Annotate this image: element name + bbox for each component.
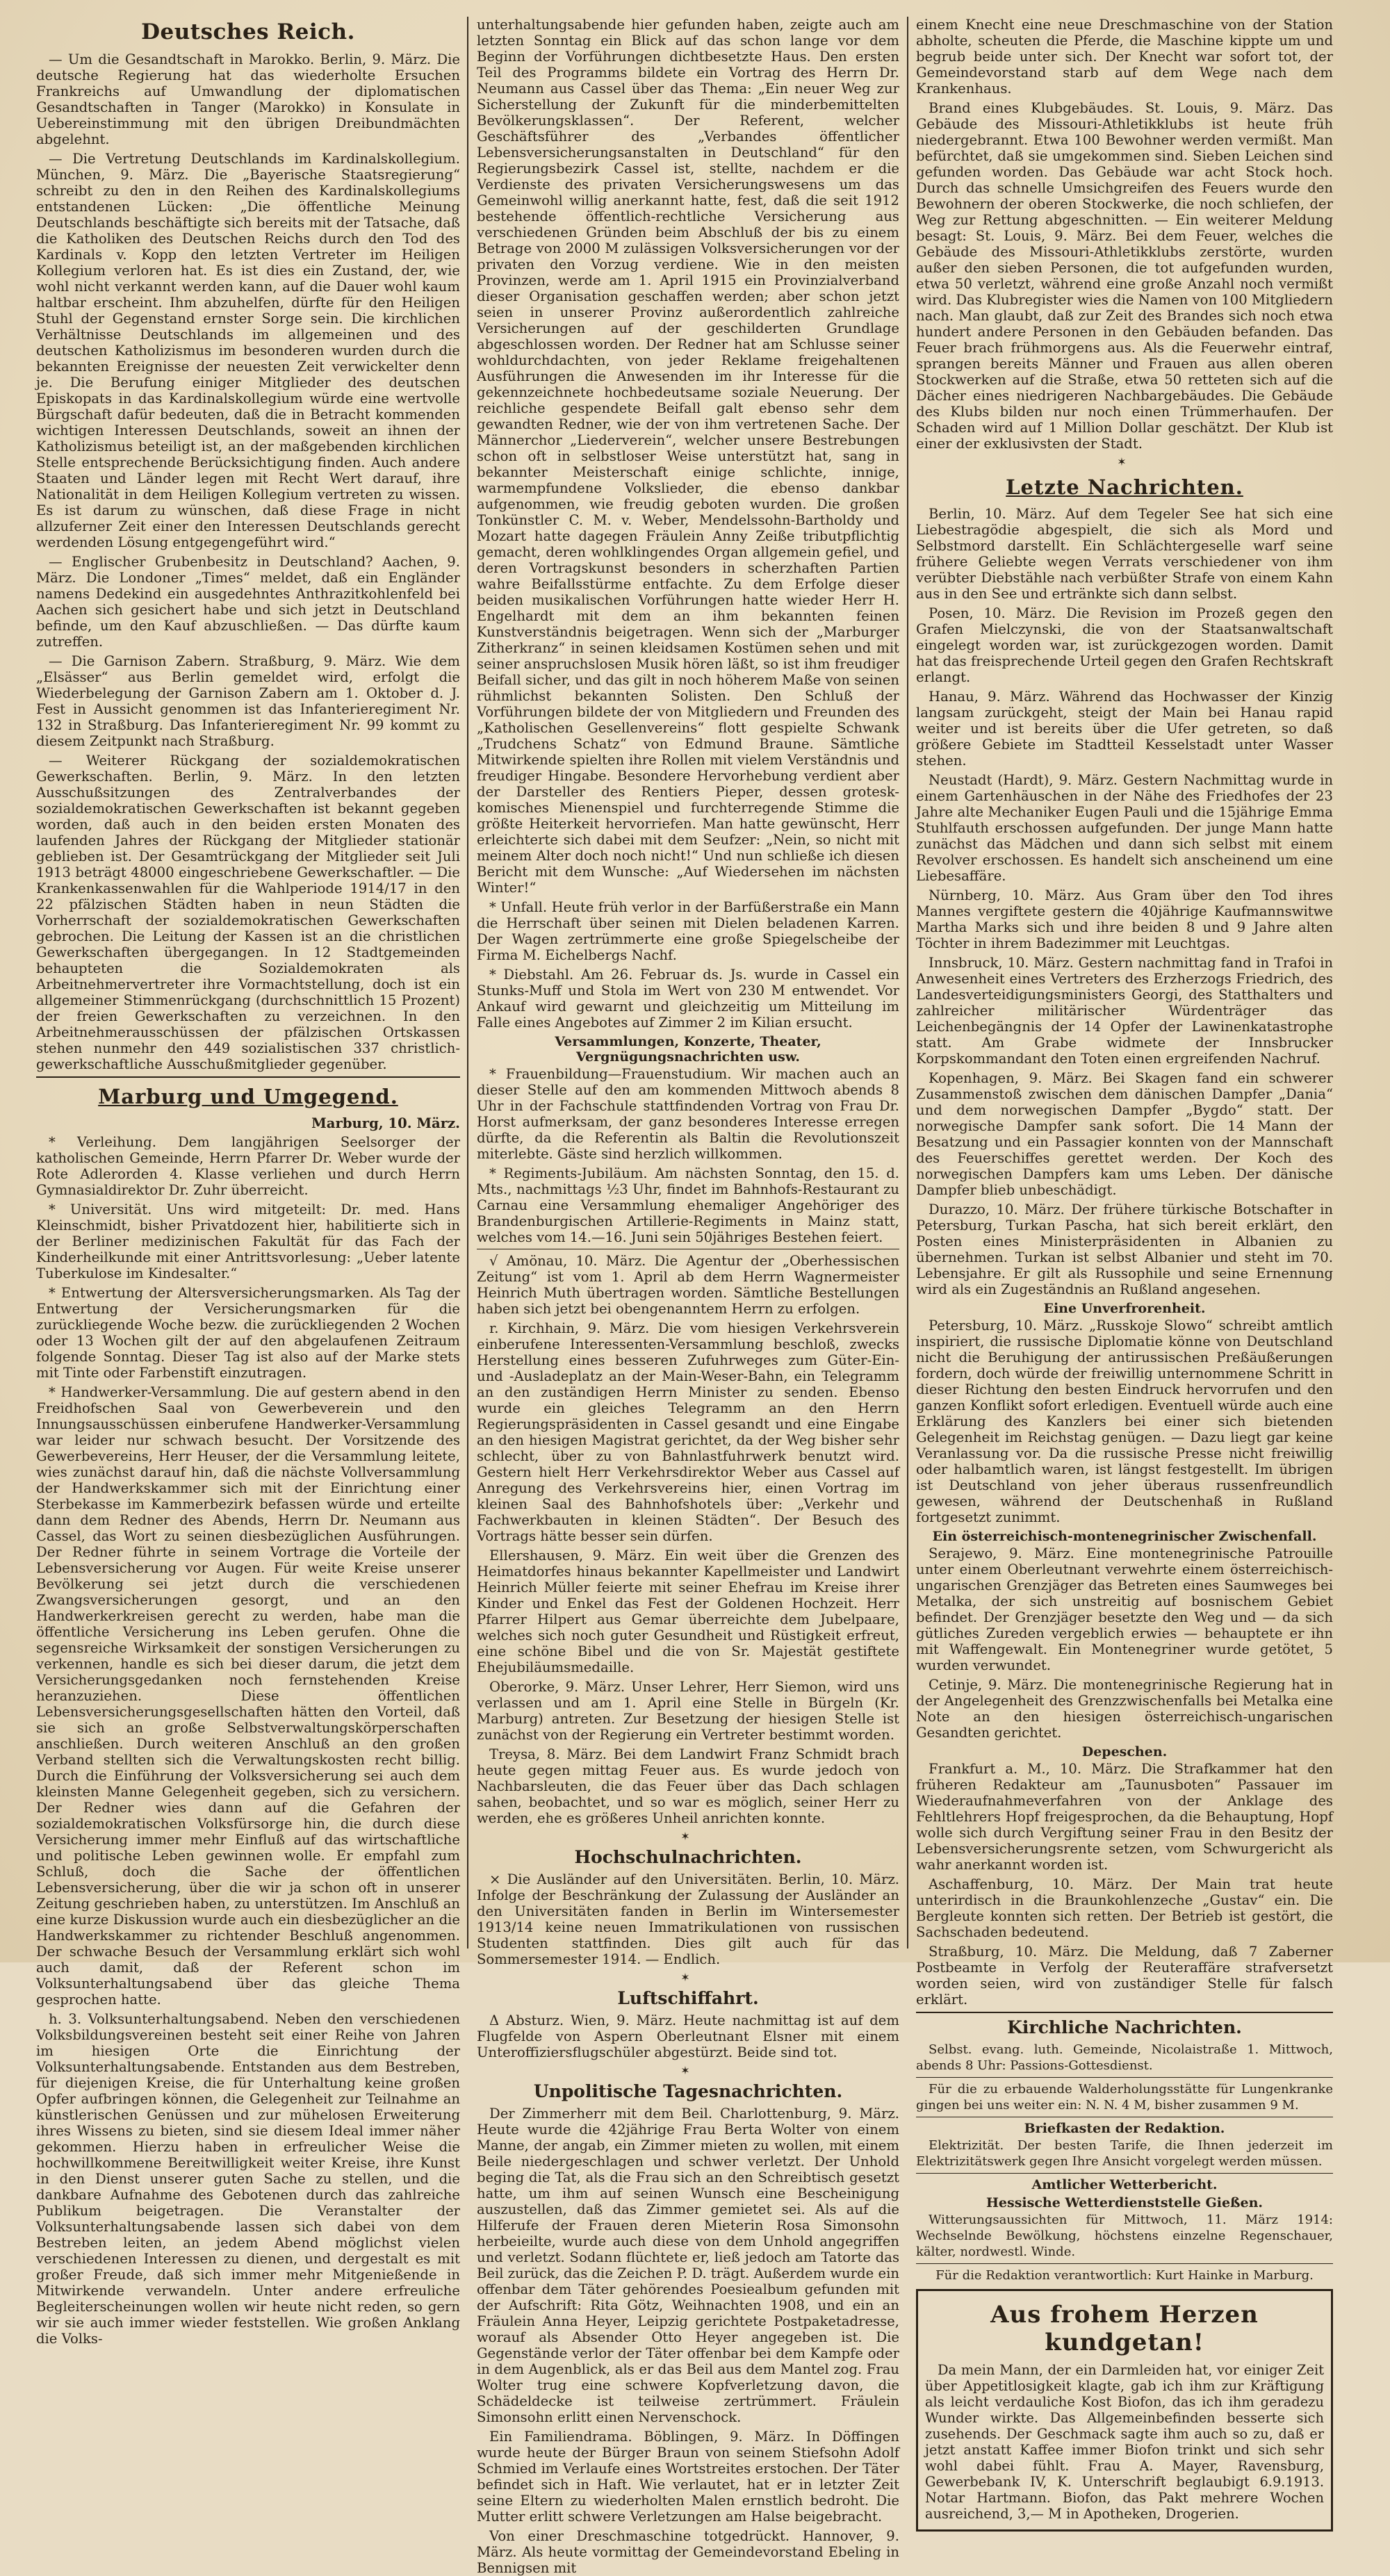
column-rule xyxy=(907,17,908,1949)
article-grubenbesitz: — Englischer Grubenbesitz in Deutschland? Aachen, 9. März. Die Londoner „Times“ meldet, daß ein Engländer namens Dedekind ein ausgedehntes Anthrazitkohlenfeld bei Aachen sich gesichert habe und sich jetzt in Deutschland befinde, um den Kauf abzuschließen. — Das dürfte kaum zutreffen. xyxy=(36,554,460,650)
subsection-title-briefkasten: Briefkasten der Redaktion. xyxy=(1024,2121,1225,2136)
notice-wetter: Witterungsaussichten für Mittwoch, 11. März 1914: Wechselnde Bewölkung, höchstens einzelne Regenschauer, kälter, nordwestl. Winde. xyxy=(916,2213,1333,2259)
article-continuation: unterhaltungsabende hier gefunden haben, zeigte auch am letzten Sonntag ein Blick auf das schon lange vor dem Beginn der Vorführungen dichtbesetzte Haus. Den ersten Teil des Programms bildete ein Vortrag des Herrn Dr. Neumann aus Cassel über das Thema: „Ein neuer Weg zur Sicherstellung der Zukunft für die minderbemittelten Bevölkerungsklassen“. Der Referent, welcher Geschäftsführer des „Verbandes öffentlicher Lebensversicherungsanstalten in Deutschland“ für den Regierungsbezirk Cassel ist, stellte, nachdem er die Verdienste des privaten Versicherungswesens um das Gemeinwohl willig anerkannt hatte, fest, daß die seit 1912 bestehende öffentlich-rechtliche Versicherung aus verschiedenen Gründen beim Abschluß der bis zu einem Betrage von 2000 M zulässigen Volksversicherungen vor der privaten den Vorzug verdiene. Wie in den meisten Provinzen, werde am 1. April 1915 ein Provinzialverband dieser Organisation geschaffen werden; aber schon jetzt seien in unserer Provinz außerordentlich zahlreiche Versicherungen auf der geschilderten Grundlage abgeschlossen worden. Der Redner hat am Schlusse seiner wohldurchdachten, von jeder Reklame freigehaltenen Ausführungen die Anwesenden im ihr Interesse für die gekennzeichnete hochbedeutsame soziale Neuerung. Der reichliche gespendete Beifall galt ebenso sehr dem gewandten Redner, wie der von ihm vertretenen Sache. Der Männerchor „Liederverein“, welcher unsere Bestrebungen schon oft in selbstloser Weise unterstützt hat, sang in bekannter Meisterschaft einige schlichte, innige, warmempfundene Volkslieder, die ebenso dankbar aufgenommen, wie freudig geboten wurden. Die großen Tonkünstler C. M. v. Weber, Mendelssohn-Bartholdy und Mozart hatte dagegen Fräulein Anny Zeiße tributpflichtig gemacht, deren wohlklingendes Organ allgemein gefiel, und deren Vortragskunst besonders in scherzhaften Partien wahre Beifallsstürme entfachte. Zu dem Erfolge dieser beiden musikalischen Vorführungen hatte wieder Herr H. Engelhardt mit dem an ihm bekannten feinen Kunstverständnis beigetragen. Wenn sich der „Marburger Zitherkranz“ in seinen kleidsamen Kostümen sehen und mit seiner anspruchslosen Musik hören läßt, so ist ihm freudiger Beifall sicher, und das gilt in noch höherem Maße von seinen rühmlichst bekannten Solisten. Den Schluß der Vorführungen bildete der von Mitgliedern und Freunden des „Katholischen Gesellenvereins“ flott gespielte Schwank „Trudchens Schatz“ von Edmund Braune. Sämtliche Mitwirkende spielten ihre Rollen mit vielem Verständnis und freudiger Hingabe. Besondere Hervorhebung verdient aber der Darsteller des Rentiers Pieper, dessen grotesk-komisches Mienenspiel und furchterregende Stimme die größte Heiterkeit hervorriefen. Man hatte gewünscht, Herr erleichterte sich dabei mit dem Seufzer: „Nein, so nicht mit meinem Alter doch noch nicht!“ Und nun schließe ich diesen Bericht mit dem Wunsche: „Auf Wiedersehen im nächsten Winter!“ xyxy=(477,17,899,896)
article-handwerker: * Handwerker-Versammlung. Die auf gestern abend in den Freidhofschen Saal von Gewerbeverein und den Innungsausschüssen einberufene Handwerker-Versammlung war leider nur schwach besucht. Der Vorsitzende des Gewerbevereins, Herr Heuser, der die Versammlung leitete, wies zunächst darauf hin, daß die nächste Vollversammlung der Handwerkskammer sich mit der Einrichtung einer Sterbekasse im Kammerbezirk befassen würde und erteilte dann dem Redner des Abends, Herrn Dr. Neumann aus Cassel, das Wort zu seinen diesbezüglichen Ausführungen. Der Redner führte in seinem Vortrage die Vorteile der Lebensversicherung vor Augen. Für weite Kreise unserer Bevölkerung sei jetzt durch die verschiedenen Zwangsversicherungen gesorgt, und an den Handwerkerkreisen gerecht zu werden, habe man die öffentliche Versicherung ins Leben gerufen. Ohne die segensreiche Wirksamkeit der sonstigen Versicherungen zu verkennen, handle es sich bei dieser darum, die jetzt dem Versicherungsgedanken noch fernstehenden Kreise heranzuziehen. Diese öffentlichen Lebensversicherungsgesellschaften hätten den Vorteil, daß sie sich an große Selbstverwaltungskörperschaften anschließen. Durch weiteren Anschluß an den großen Verband stellten sich die Verwaltungskosten recht billig. Durch die Einführung der Volksversicherung sei auch dem kleinsten Manne Gelegenheit gegeben, sich zu versichern. Der Redner wies dann auf die Gefahren der sozialdemokratischen Volksfürsorge hin, die durch diese Versicherung immer mehr Einfluß auf das wirtschaftliche und politische Leben gewinnen wolle. Er empfahl zum Schluß, doch die Sache der öffentlichen Lebensversicherung, über die wir ja schon oft in unserer Zeitung geschrieben haben, zu unterstützen. Im Anschluß an eine kurze Diskussion wurde auch ein diesbezüglicher an die Handwerkskammer zu richtender Beschluß angenommen. Der schwache Besuch der Versammlung erklärt sich wohl auch damit, daß der Referent schon im Volksunterhaltungsabend über das gleiche Thema gesprochen hatte. xyxy=(36,1384,460,2008)
article-unfall: * Unfall. Heute früh verlor in der Barfüßerstraße ein Mann die Herrschaft über seinen mit Dielen beladenen Karren. Der Wagen zertrümmerte eine große Spiegelscheibe der Firma M. Eichelbergs Nachf. xyxy=(477,899,899,963)
article-treysa: Treysa, 8. März. Bei dem Landwirt Franz Schmidt brach heute gegen mittag Feuer aus. Es wurde jedoch von Nachbarsleuten, die das Feuer über das Dach schlagen sahen, beobachtet, und so war es möglich, seiner Herr zu werden, ehe es größeres Unheil anrichten konnte. xyxy=(477,1746,899,1826)
subsection-title-depeschen: Depeschen. xyxy=(1081,1744,1168,1759)
section-title-marburg: Marburg und Umgegend. xyxy=(98,1085,398,1108)
article-zabern: — Die Garnison Zabern. Straßburg, 9. März. Wie dem „Elsässer“ aus Berlin gemeldet wird, erfolgt die Wiederbelegung der Garnison Zabern am 1. Oktober d. J. Fest in Aussicht genommen ist das Infanterieregiment Nr. 132 in Straßburg. Das Infanterieregiment Nr. 99 kommt zu diesem Zeitpunkt nach Straßburg. xyxy=(36,653,460,749)
notice-gemeinde: Selbst. evang. luth. Gemeinde, Nicolaistraße 1. Mittwoch, abends 8 Uhr: Passions-Gottesdienst. xyxy=(916,2042,1333,2073)
article-petersburg: Petersburg, 10. März. „Russkoje Slowo“ schreibt amtlich inspiriert, die russische Diplomatie könne von Deutschland nicht die Beruhigung der antirussischen Preßäußerungen fordern, doch würde der freiwillig unternommene Schritt in dieser Richtung den besten Eindruck hervorrufen und den ganzen Konflikt sofort erledigen. Eventuell würde auch eine Erklärung des Kanzlers bei einer sich bietenden Gelegenheit im Reichstag genügen. — Dazu liegt gar keine Veranlassung vor. Da die russische Presse nicht freiwillig oder halbamtlich waren, ist längst festgestellt. Im übrigen ist Deutschland von jeher überaus russenfreundlich gewesen, während der Deutschenhaß in Rußland fortgesetzt zunimmt. xyxy=(916,1318,1333,1525)
article-marokko: — Um die Gesandtschaft in Marokko. Berlin, 9. März. Die deutsche Regierung hat das wiederholte Ersuchen Frankreichs auf Umwandlung der diplomatischen Gesandtschaften in Tanger (Marokko) in Konsulate in Uebereinstimmung mit den übrigen Dreibundmächten abgelehnt. xyxy=(36,51,460,147)
article-frankfurt: Frankfurt a. M., 10. März. Die Strafkammer hat den früheren Redakteur am „Taunusboten“ Passauer im Wiederaufnahmeverfahren von der Anklage des Fehltlehrers Hopf freigesprochen, da die Behauptung, Hopf wolle sich durch Vergiftung seiner Frau in den Besitz der Lebensversicherungsrente setzen, vom Schwurgericht als wahr anerkannt worden ist. xyxy=(916,1761,1333,1873)
section-title-kirchliche: Kirchliche Nachrichten. xyxy=(1007,2017,1242,2037)
divider xyxy=(36,1076,460,1078)
article-gewerkschaften: — Weiterer Rückgang der sozialdemokratischen Gewerkschaften. Berlin, 9. März. In den letzten Ausschußsitzungen des Zentralverbandes der sozialdemokratischen Gewerkschaften ist bekannt gegeben worden, daß auch in den beiden ersten Monaten des laufenden Jahres der Rückgang der Mitglieder stationär geblieben ist. Der Gesamtrückgang der Mitglieder seit Juli 1913 beträgt 48000 eingeschriebene Gewerkschaftler. — Die Krankenkassenwahlen für die Wahlperiode 1914/17 in den 22 pfälzischen Städten haben in neun Städten die Vorherrschaft der sozialdemokratischen Gewerkschaften gebrochen. Die Leitung der Kassen ist an die christlichen Gewerkschaften übergegangen. In 12 Stadtgemeinden behaupteten die Sozialdemokraten als Arbeitnehmervertreter ihre Vormachtstellung, doch ist ein allgemeiner Stimmenrückgang (durchschnittlich 15 Prozent) der freien Gewerkschaften zu verzeichnen. In den Arbeitnehmerausschüssen der pfälzischen Ortskassen stehen nunmehr den 449 sozialistischen 337 christlich-gewerkschaftliche Ausschußmitglieder gegenüber. xyxy=(36,753,460,1072)
article-strassburg: Straßburg, 10. März. Die Meldung, daß 7 Zaberner Postbeamte in Verfolg der Reuteraffäre strafversetzt worden seien, wird von zuständiger Stelle für falsch erklärt. xyxy=(916,1944,1333,2008)
column-left xyxy=(36,17,460,2347)
notice-briefkasten: Elektrizität. Der besten Tarife, die Ihnen jederzeit im Elektrizitätswerk gegen Ihre Ansicht vorgelegt werden müssen. xyxy=(916,2138,1333,2169)
subsection-title-zwischenfall: Ein österreichisch-montenegrinischer Zwischenfall. xyxy=(932,1529,1317,1544)
article-oberorke: Oberorke, 9. März. Unser Lehrer, Herr Siemon, wird uns verlassen und am 1. April eine Stelle in Bürgeln (Kr. Marburg) antreten. Zur Besetzung der hiesigen Stelle ist zunächst von der Regierung ein Vertreter bestimmt worden. xyxy=(477,1679,899,1743)
section-title-hochschul: Hochschulnachrichten. xyxy=(574,1847,802,1867)
article-brand-klubgebaeude: Brand eines Klubgebäudes. St. Louis, 9. März. Das Gebäude des Missouri-Athletikklubs ist heute früh niedergebrannt. Etwa 100 Bewohner werden vermißt. Man befürchtet, daß sie umgekommen sind. Sieben Leichen sind gefunden worden. Das Gebäude war acht Stock hoch. Durch das schnelle Umsichgreifen des Feuers wurde den Bewohnern der oberen Stockwerke, die noch schliefen, der Weg zur Rettung abgeschnitten. — Ein weiterer Meldung besagt: St. Louis, 9. März. Bei dem Feuer, welches die Gebäude des Missouri-Athletikklubs zerstörte, wurden außer den sieben Personen, die tot aufgefunden wurden, etwa 50 verletzt, während eine große Anzahl noch vermißt wird. Das Klubregister wies die Namen von 100 Mitgliedern nach. Man glaubt, daß zur Zeit des Brandes sich noch etwa hundert andere Personen in den Gebäuden befanden. Das Feuer brach frühmorgens aus. Als die Feuerwehr eintraf, sprangen bereits Männer und Frauen aus allen oberen Stockwerken auf die Straße, etwa 50 retteten sich auf die Dächer eines niedrigeren Nachbargebäudes. Die Gebäude des Klubs bilden nur noch einen Trümmerhaufen. Der Schaden wird auf 1 Million Dollar geschätzt. Der Klub ist einer der exklusivsten der Stadt. xyxy=(916,100,1333,452)
advertisement-text: Da mein Mann, der ein Darmleiden hat, vor einiger Zeit über Appetitlosigkeit klagte, gab ich ihm zur Kräftigung als leicht verdauliche Kost Biofon, das ich ihm geradezu Wunder wirkte. Das Allgemeinbefinden besserte sich zusehends. Der Geschmack sagte ihm auch so zu, daß er jetzt anstatt Kaffee immer Biofon trinkt und sich sehr wohl dabei fühlt. Frau A. Mayer, Ravensburg, Gewerbebank IV, K. Unterschrift beglaubigt 6.9.1913. Notar Hartmann. Biofon, das Pakt mehrere Wochen ausreichend, 3,— M in Apotheken, Drogerien. xyxy=(925,2362,1324,2522)
article-posen: Posen, 10. März. Die Revision im Prozeß gegen den Grafen Mielczynski, die von der Staatsanwaltschaft eingelegt worden war, ist zurückgezogen worden. Damit hat das freisprechende Urteil gegen den Grafen Rechtskraft erlangt. xyxy=(916,605,1333,685)
separator-ornament: ✶ xyxy=(680,1971,696,1984)
article-volksunterhaltung: h. 3. Volksunterhaltungsabend. Neben den verschiedenen Volksbildungsvereinen besteht seit einer Reihe von Jahren im hiesigen Orte die Einrichtung der Volksunterhaltungsabende. Entstanden aus dem Bestreben, für diejenigen Kreise, die für Unterhaltung keine großen Opfer aufbringen können, die Gelegenheit zur Teilnahme an künstlerischen Genüssen und zur mühelosen Erweiterung ihres Wissens zu bieten, sind sie diesem Ideal immer näher gekommen. Hierzu haben in erfreulicher Weise die hochwillkommene Bereitwilligkeit weiter Kreise, ihre Kunst in den Dienst unserer guten Sache zu stellen, und die dankbare Aufnahme des Gebotenen durch das zahlreiche Publikum beigetragen. Die Veranstalter der Volksunterhaltungsabende lassen sich dabei von dem Bestreben leiten, an jedem Abend möglichst vielen verschiedenen Interessen zu dienen, und dergestalt es mit großer Freude, daß sich immer mehr Mitgenießende in Mitwirkende verwandeln. Unter andere erfreuliche Begleiterscheinungen wollen wir heute nicht reden, so gern wir sie auch immer wieder feststellen. Wie großen Anklang die Volks- xyxy=(36,2011,460,2347)
section-title-deutsches-reich: Deutsches Reich. xyxy=(141,19,355,44)
article-kardinalskollegium: — Die Vertretung Deutschlands im Kardinalskollegium. München, 9. März. Die „Bayerische Staatsregierung“ schreibt zu den in den Reihen des Kardinalskollegiums entstandenen Lücken: „Die öffentliche Meinung Deutschlands beschäftigte sich bereits mit der Tatsache, daß die Katholiken des Deutschen Reichs durch den Tod des Kardinals v. Kopp den letzten Vertreter im Heiligen Kollegium verloren hat. Es ist dies ein Zustand, der, wie wohl nicht verkannt werden kann, auf die Dauer wohl kaum haltbar erscheint. Ihm abzuhelfen, dürfte für den Heiligen Stuhl der Gegenstand ernster Sorge sein. Die kirchlichen Verhältnisse Deutschlands im allgemeinen und des deutschen Katholizismus im besonderen wurden durch die bekannten Ereignisse der neuesten Zeit verwickelter denn je. Die Berufung einiger Mitglieder des deutschen Episkopats in das Kardinalskollegium würde eine wertvolle Bürgschaft dafür bedeuten, daß die in Betracht kommenden wichtigen Interessen Deutschlands, soweit an ihnen der Katholizismus beteiligt ist, an der maßgebenden kirchlichen Stelle entsprechende Berücksichtigung finden. Auch andere Staaten und Länder legen mit Recht Wert darauf, ihre Nationalität in dem Heiligen Kollegium vertreten zu wissen. Es ist darum zu wünschen, daß diese Frage in nicht allzuferner Zeit einer den Interessen Deutschlands gerecht werdenden Lösung entgegengeführt wird.“ xyxy=(36,151,460,550)
article-kirchhain: r. Kirchhain, 9. März. Die vom hiesigen Verkehrsverein einberufene Interessenten-Versammlung beschloß, zwecks Herstellung eines besseren Zufuhrweges zum Güter-Ein- und -Ausladeplatz an der Main-Weser-Bahn, ein Telegramm an den zuständigen Herrn Minister zu senden. Ebenso wurde ein gleiches Telegramm an den Herrn Regierungspräsidenten in Cassel gesandt und eine Eingabe an den hiesigen Magistrat gerichtet, da der Weg bisher sehr schlecht, über zu von Bahnlastfuhrwerk benutzt wird. Gestern hielt Herr Verkehrsdirektor Weber aus Cassel auf Anregung des Verkehrsvereins hier, einen Vortrag im kleinen Saal des Bahnhofshotels über: „Verkehr und Fachwerkbauten in kleinen Städten“. Der Besuch des Vortrags hätte besser sein dürfen. xyxy=(477,1320,899,1544)
divider xyxy=(916,2077,1333,2078)
article-auslaender: × Die Ausländer auf den Universitäten. Berlin, 10. März. Infolge der Beschränkung der Zulassung der Ausländer an den Universitäten fanden in Berlin im Wintersemester 1913/14 keine neuen Immatrikulationen von russischen Studenten stattfinden. Dies gilt auch für das Sommersemester 1914. — Endlich. xyxy=(477,1871,899,1967)
article-berlin-tegel: Berlin, 10. März. Auf dem Tegeler See hat sich eine Liebestragödie abgespielt, die sich als Mord und Selbstmord darstellt. Ein Schlächtergeselle warf seine frühere Geliebte wegen Verrats verschiedener von ihm verübter Diebstähle nach verbüßter Strafe von einem Kahn aus in den See und ertränkte sich dann selbst. xyxy=(916,506,1333,602)
dateline: Marburg, 10. März. xyxy=(311,1115,460,1131)
divider xyxy=(916,2263,1333,2264)
article-amoenau: √ Amönau, 10. März. Die Agentur der „Oberhessischen Zeitung“ ist vom 1. April ab dem Herrn Wagnermeister Heinrich Muth übertragen worden. Sämtliche Bestellungen haben sich jetzt bei obengenanntem Herrn zu erfolgen. xyxy=(477,1253,899,1317)
article-diebstahl: * Diebstahl. Am 26. Februar ds. Js. wurde in Cassel ein Stunks-Muff und Stola im Wert von 230 M entwendet. Vor Ankauf wird gewarnt und gleichzeitig um Mitteilung im Falle eines Angebotes auf Zimmer 2 im Kilian ersucht. xyxy=(477,967,899,1031)
advertisement-box xyxy=(916,2289,1333,2532)
article-durazzo: Durazzo, 10. März. Der frühere türkische Botschafter in Petersburg, Turkan Pascha, hat sich bereit erklärt, den Posten eines Ministerpräsidenten in Albanien zu übernehmen. Turkan ist selbst Albanier und steht im 70. Lebensjahre. Er gilt als Russophile und seine Ernennung wird als ein Zugeständnis an Rußland angesehen. xyxy=(916,1201,1333,1297)
article-regiments-jubilaeum: * Regiments-Jubiläum. Am nächsten Sonntag, den 15. d. Mts., nachmittags ½3 Uhr, findet im Bahnhofs-Restaurant zu Carnau eine Versammlung ehemaliger Angehöriger des Brandenburgischen Artillerie-Regiments in Mainz statt, welches vom 14.—16. Juni sein 50jähriges Bestehen feiert. xyxy=(477,1165,899,1245)
article-zimmerherr: Der Zimmerherr mit dem Beil. Charlottenburg, 9. März. Heute wurde die 42jährige Frau Berta Wolter von einem Manne, der angab, ein Zimmer mieten zu wollen, mit einem Beile niedergeschlagen und schwer verletzt. Der Unhold beging die Tat, als die Frau sich an den Schreibtisch gesetzt hatte, um ihm auf seinen Wunsch eine Bescheinigung auszustellen, daß das Zimmer gemietet sei. Als auf die Hilferufe der Frauen deren Mieterin Rosa Simonsohn herbeieilte, wurde auch diese von dem Unhold angegriffen und verletzt. Sodann flüchtete er, ließ jedoch am Tatorte das Beil zurück, das die Zeichen P. D. trägt. Außerdem wurde ein offenbar dem Täter gehörendes Poesiealbum gefunden mit der Aufschrift: Rita Götz, Weihnachten 1908, und ein an Fräulein Anna Heyer, Leipzig gerichtete Postpaketadresse, worauf als Absender Otto Heyer angegeben ist. Die Gegenstände verlor der Täter offenbar bei dem Kampfe oder in dem Augenblick, als er das Beil aus dem Mantel zog. Frau Wolter trug eine schwere Kopfverletzung davon, die Schädeldecke ist teilweise zertrümmert. Fräulein Simonsohn erlitt einen Nervenschock. xyxy=(477,2106,899,2425)
article-verleihung: * Verleihung. Dem langjährigen Seelsorger der katholischen Gemeinde, Herrn Pfarrer Dr. Weber wurde der Rote Adlerorden 4. Klasse verliehen und durch Herrn Gymnasialdirektor Dr. Zuhr überreicht. xyxy=(36,1134,460,1198)
section-title-letzte: Letzte Nachrichten. xyxy=(1006,475,1243,499)
separator-ornament: ✶ xyxy=(1117,455,1132,468)
article-absturz: Δ Absturz. Wien, 9. März. Heute nachmittag ist auf dem Flugfelde von Aspern Oberleutnant Elsner mit einem Unteroffiziersflugschüler abgestürzt. Beide sind tot. xyxy=(477,2012,899,2060)
article-universitaet: * Universität. Uns wird mitgeteilt: Dr. med. Hans Kleinschmidt, bisher Privatdozent hier, habilitierte sich in der Berliner medizinischen Fakultät für das Fach der Kinderheilkunde mit einer Antrittsvorlesung: „Ueber latente Tuberkulose im Kindesalter.“ xyxy=(36,1201,460,1281)
article-innsbruck: Innsbruck, 10. März. Gestern nachmittag fand in Trafoi in Anwesenheit eines Vertreters des Erzherzogs Friedrich, des Landesverteidigungsministers Georgi, des Statthalters und zahlreicher militärischer Würdenträger das Leichenbegängnis der 14 Opfer der Lawinenkatastrophe statt. Am Grabe widmete der Innsbrucker Korpskommandant den Toten einen ergreifenden Nachruf. xyxy=(916,955,1333,1067)
column-right xyxy=(916,17,1333,2522)
divider xyxy=(916,2173,1333,2174)
article-frauenbildung: * Frauenbildung—Frauenstudium. Wir machen auch an dieser Stelle auf den am kommenden Mittwoch abends 8 Uhr in der Fachschule stattfindenden Vortrag von Frau Dr. Horst aufmerksam, der ganz besonderes Interesse erregen dürfte, da die Referentin als Baltin die Revolutionszeit miterlebte. Gäste sind herzlich willkommen. xyxy=(477,1066,899,1162)
article-ellershausen: Ellershausen, 9. März. Ein weit über die Grenzen des Heimatdorfes hinaus bekannter Kapellmeister und Landwirt Heinrich Müller feierte mit seiner Ehefrau im Kreise ihrer Kinder und Enkel das Fest der Goldenen Hochzeit. Herr Pfarrer Hilpert aus Gemar überreichte dem Jubelpaare, welches sich noch guter Gesundheit und Rüstigkeit erfreut, eine schöne Bibel und die von Sr. Majestät gestiftete Ehejubiläumsmedaille. xyxy=(477,1548,899,1675)
subsection-wetterdienst: Hessische Wetterdienststelle Gießen. xyxy=(986,2195,1264,2210)
article-aschaffenburg: Aschaffenburg, 10. März. Der Main trat heute unterirdisch in die Braunkohlenzeche „Gustav“ ein. Die Bergleute konnten sich retten. Der Betrieb ist gestört, die Sachschaden bedeutend. xyxy=(916,1876,1333,1940)
section-title-unpolitische: Unpolitische Tagesnachrichten. xyxy=(533,2081,843,2101)
article-neustadt: Neustadt (Hardt), 9. März. Gestern Nachmittag wurde in einem Gartenhäuschen in der Nähe des Friedhofes der 23 Jahre alte Mechaniker Eugen Pauli und die 15jährige Emma Stuhlfauth erschossen aufgefunden. Der junge Mann hatte zunächst das Mädchen und dann sich selbst mit einem Revolver erschossen. Es handelt sich anscheinend um eine Liebesaffäre. xyxy=(916,772,1333,884)
article-nuernberg: Nürnberg, 10. März. Aus Gram über den Tod ihres Mannes vergiftete gestern die 40jährige Kaufmannswitwe Martha Marks sich und ihre beiden 8 und 9 Jahre alten Töchter in ihrem Badezimmer mit Leuchtgas. xyxy=(916,887,1333,951)
article-dreschmaschine: Von einer Dreschmaschine totgedrückt. Hannover, 9. März. Als heute vormittag der Gemeindevorstand Ebeling in Bennigsen mit xyxy=(477,2528,899,2576)
article-serajewo: Serajewo, 9. März. Eine montenegrinische Patrouille unter einem Oberleutnant verwehrte einem österreichisch-ungarischen Grenzjäger das Betreten eines Saumweges bei Metalka, der sich unstreitig auf bosnischem Gebiet befindet. Der Grenzjäger besetzte den Weg und — da sich gütliches Zureden vergeblich erwies — behauptete er ihn mit Waffengewalt. Ein Montenegriner wurde getötet, 5 wurden verwundet. xyxy=(916,1545,1333,1673)
article-continuation-dreschmaschine: einem Knecht eine neue Dreschmaschine von der Station abholte, scheuten die Pferde, die Maschine kippte um und begrub beide unter sich. Der Knecht war sofort tot, der Gemeindevorstand starb auf dem Wege nach dem Krankenhaus. xyxy=(916,17,1333,97)
notice-walderholung: Für die zu erbauende Walderholungsstätte für Lungenkranke gingen bei uns weiter ein: N. N. 4 M, bisher zusammen 9 M. xyxy=(916,2082,1333,2113)
column-rule xyxy=(467,17,468,1949)
article-kopenhagen: Kopenhagen, 9. März. Bei Skagen fand ein schwerer Zusammenstoß zwischen dem dänischen Dampfer „Dania“ und dem norwegischen Dampfer „Bygdo“ statt. Der norwegische Dampfer sank sofort. Die 14 Mann der Besatzung und ein Passagier konnten von der Mannschaft des Feuerschiffes gerettet werden. Der Koch des norwegischen Dampfers kam ums Leben. Der dänische Dampfer blieb unbeschädigt. xyxy=(916,1070,1333,1198)
article-cetinje: Cetinje, 9. März. Die montenegrinische Regierung hat in der Angelegenheit des Grenzzwischenfalls bei Metalka eine Note an den hiesigen österreichisch-ungarischen Gesandten gerichtet. xyxy=(916,1677,1333,1741)
article-entwertung: * Entwertung der Altersversicherungsmarken. Als Tag der Entwertung der Versicherungsmarken für die zurückliegende Woche bezw. die zurückliegenden 2 Wochen oder 13 Wochen gilt der auf den abgelaufenen Zeitraum folgende Sonntag. Dieser Tag ist also auf der Marke stets mit Tinte oder Farbenstift einzutragen. xyxy=(36,1285,460,1381)
separator-ornament: ✶ xyxy=(680,1830,696,1843)
article-familiendrama: Ein Familiendrama. Böblingen, 9. März. In Döffingen wurde heute der Bürger Braun von seinem Stiefsohn Adolf Schmied im Verlaufe eines Wortstreites erstochen. Der Täter befindet sich in Haft. Wie verlautet, hat er in letzter Zeit seine Eltern zu wiederholten Malen ernstlich bedroht. Die Mutter erlitt schwere Verletzungen am Halse beigebracht. xyxy=(477,2429,899,2525)
separator-ornament: ✶ xyxy=(680,2064,696,2077)
divider xyxy=(916,2012,1333,2013)
subsection-title-unverfrorenheit: Eine Unverfrorenheit. xyxy=(1043,1301,1206,1316)
article-hanau: Hanau, 9. März. Während das Hochwasser der Kinzig langsam zurückgeht, steigt der Main bei Hanau rapid weiter und ist bereits über die Ufer getreten, so daß größere Gebiete im Stadtteil Kesselstadt unter Wasser stehen. xyxy=(916,689,1333,769)
column-middle xyxy=(477,17,899,2576)
subsection-title-wetter: Amtlicher Wetterbericht. xyxy=(1031,2177,1218,2192)
section-title-luftschiffahrt: Luftschiffahrt. xyxy=(617,1988,759,2008)
notice-redaktion: Für die Redaktion verantwortlich: Kurt Hainke in Marburg. xyxy=(935,2268,1314,2283)
advertisement-title: Aus frohem Herzen kundgetan! xyxy=(990,2301,1259,2356)
subsection-title-versammlungen: Versammlungen, Konzerte, Theater, Vergnügungsnachrichten usw. xyxy=(555,1034,821,1065)
